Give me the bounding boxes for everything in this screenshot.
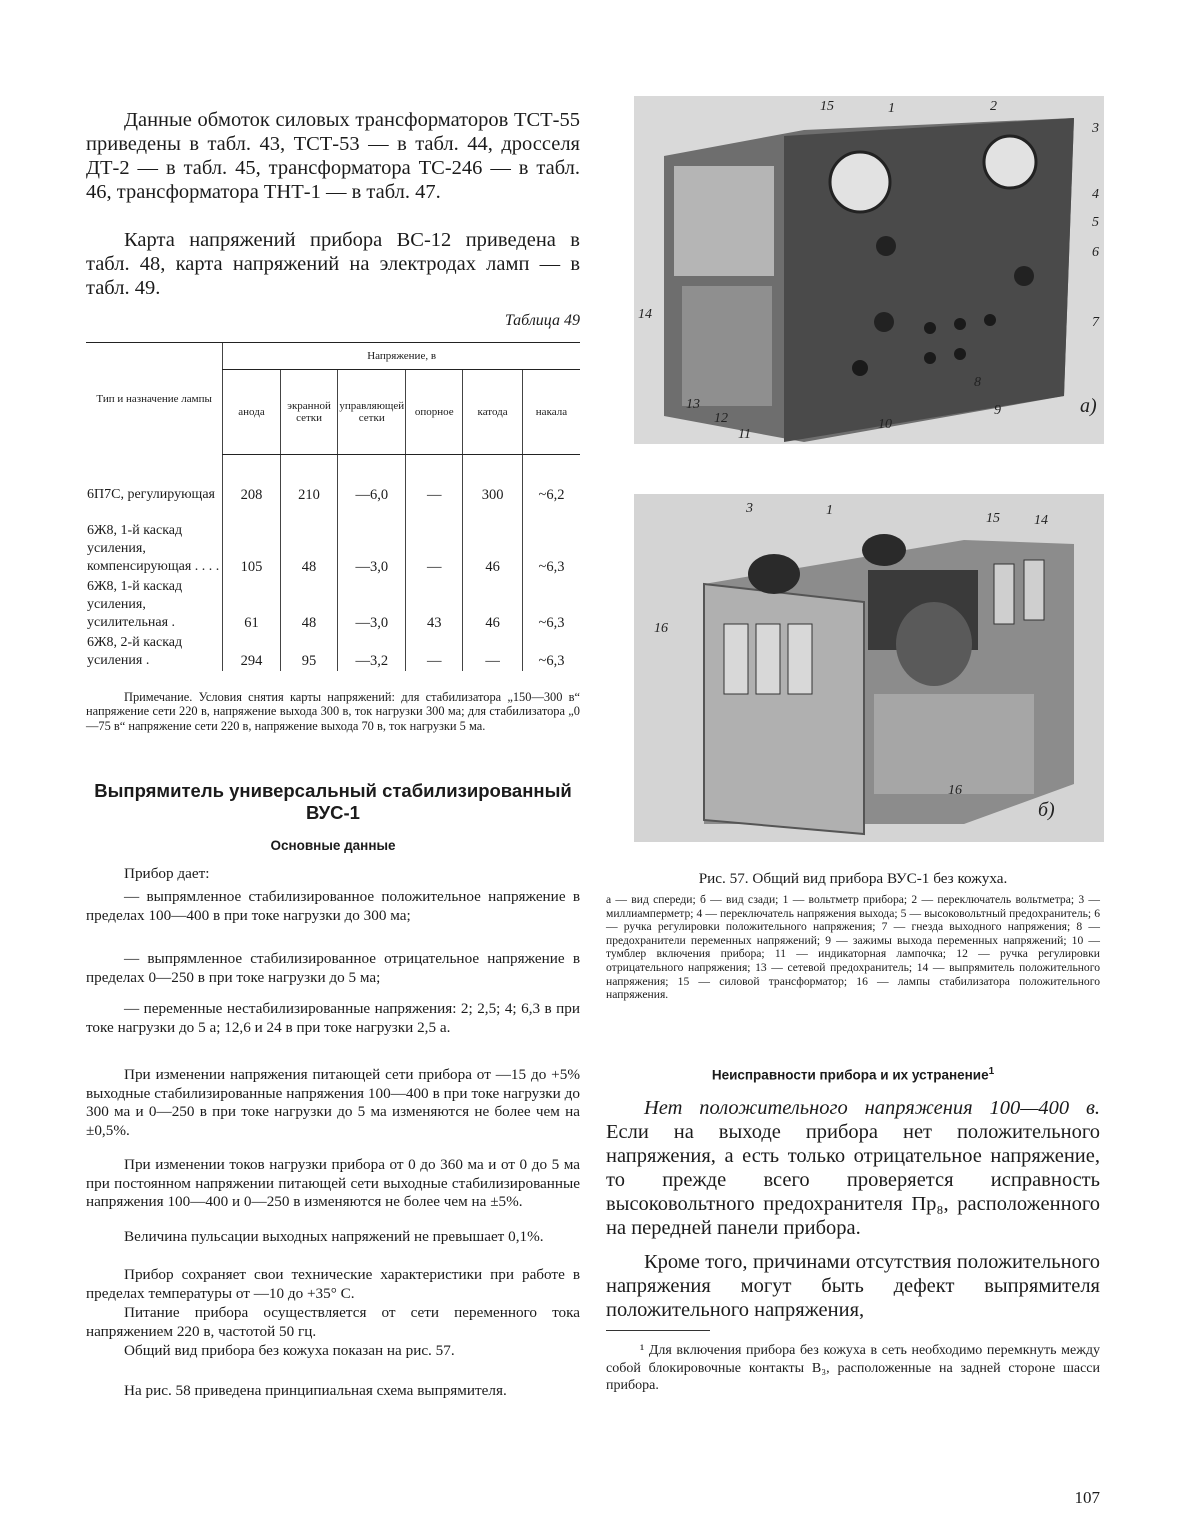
label: 1 — [826, 503, 833, 518]
table-head-type: Тип и назначение лампы — [86, 343, 223, 455]
col-control-grid: управляющей сетки — [338, 370, 406, 455]
list-item: — переменные нестабилизированные напряжения: 2; 2,5; 4; 6,3 в при токе нагрузки до 5 а; 12,6 и 24 в при токе нагрузки 2,5 а. — [86, 1000, 580, 1036]
voltage-table — [86, 342, 580, 671]
label: 14 — [1034, 513, 1048, 528]
label: 3 — [746, 501, 753, 516]
figure-caption-text: а — вид спереди; б — вид сзади; 1 — вольтметр прибора; 2 — переключатель вольтметра; 3 — миллиамперметр; 4 — переключатель напряжения выхода; 5 — высоковольтный предохранитель; 6 — ручка регулировки положительного напряжения; 7 — гнезда выходного напряжения; 8 — предохранители переменных напряжений; 9 — зажимы выхода переменных напряжений; 10 — тумблер включения прибора; 11 — индикаторная лампочка; 12 — ручка регулировки отрицательного напряжения; 13 — сетевой предохранитель; 14 — выпрямитель положительного напряжения; 15 — силовой трансформатор; 16 — лампы стабилизатора положительного напряжения. — [606, 893, 1100, 1002]
faults-heading — [606, 1064, 1100, 1084]
table-row — [86, 455, 580, 505]
cell: 46 — [463, 505, 523, 577]
front-view-drawing — [634, 96, 1104, 444]
cell: — — [406, 633, 463, 671]
col-cathode: катода — [463, 370, 523, 455]
label: 5 — [1092, 215, 1099, 230]
rear-view-drawing — [634, 494, 1104, 842]
label: 2 — [990, 99, 997, 114]
paragraph: Величина пульсации выходных напряжений не превышает 0,1%. — [124, 1228, 544, 1245]
paragraph: Питание прибора осуществляется от сети переменного тока напряжением 220 в, частотой 50 гц. — [86, 1304, 580, 1340]
voltage-map-paragraph: Карта напряжений прибора ВС-12 приведена в табл. 48, карта напряжений на электродах ламп — в табл. 49. — [86, 229, 580, 299]
figure-57b-photo — [634, 494, 1104, 842]
figure-caption-title: Рис. 57. Общий вид прибора ВУС-1 без кожуха. — [698, 870, 1008, 887]
footnote-marker: 1 — [988, 1066, 995, 1077]
fault-title: Нет положительного напряжения 100—400 в. — [644, 1097, 1100, 1119]
label: 7 — [1092, 315, 1099, 330]
cell: — — [406, 505, 463, 577]
cell: ~6,3 — [522, 505, 580, 577]
cell: 208 — [223, 455, 280, 505]
label: 11 — [738, 427, 751, 442]
list-item: — выпрямленное стабилизированное положительное напряжение в пределах 100—400 в при токе нагрузки до 300 ма; — [86, 888, 580, 924]
table-row — [86, 505, 580, 577]
section-heading: Выпрямитель универсальный стабилизированный ВУС-1 — [94, 780, 572, 823]
label: 4 — [1092, 187, 1099, 202]
cell: 294 — [223, 633, 280, 671]
table-head-voltage: Напряжение, в — [223, 343, 580, 370]
label: 14 — [638, 307, 652, 322]
row-name: 6Ж8, 1-й каскад усиления, усилительная . — [87, 578, 183, 630]
cell: —3,0 — [338, 577, 406, 633]
paragraph: При изменении напряжения питающей сети прибора от —15 до +5% выходные стабилизированные напряжения 100—400 в при токе нагрузки до 300 ма и 0—250 в при токе нагрузки до 5 ма изменяются не более чем на ±0,5%. — [86, 1066, 580, 1139]
label: 3 — [1092, 121, 1099, 136]
list-item: — выпрямленное стабилизированное отрицательное напряжение в пределах 0—250 в при токе нагрузки до 5 ма; — [86, 950, 580, 986]
cell: 61 — [223, 577, 280, 633]
cell: 210 — [280, 455, 338, 505]
table-label: Таблица 49 — [504, 312, 580, 329]
footnote: ¹ Для включения прибора без кожуха в сеть необходимо перемкнуть между собой блокировочные контакты В₃, расположенные на задней стороне шасси прибора. — [606, 1343, 1100, 1394]
col-reference: опорное — [406, 370, 463, 455]
label: 1 — [888, 101, 895, 116]
label: 16 — [948, 783, 962, 798]
label: 9 — [994, 403, 1001, 418]
row-name: 6Ж8, 1-й каскад усиления, компенсирующая . . . . — [87, 522, 220, 574]
cell: — — [406, 455, 463, 505]
col-anode: анода — [223, 370, 280, 455]
cell: 95 — [280, 633, 338, 671]
faults-heading-text: Неисправности прибора и их устранение — [711, 1067, 989, 1083]
fault-paragraph — [606, 1096, 1100, 1240]
paragraph: На рис. 58 приведена принципиальная схема выпрямителя. — [124, 1382, 507, 1399]
label: 10 — [878, 417, 892, 432]
label: 8 — [974, 375, 981, 390]
section-subheading: Основные данные — [270, 838, 396, 853]
row-name: 6П7С, регулирующая — [87, 486, 215, 502]
causes-paragraph: Кроме того, причинами отсутствия положительного напряжения могут быть дефект выпрямителя положительного напряжения, — [606, 1251, 1100, 1321]
paragraph: Общий вид прибора без кожуха показан на рис. 57. — [124, 1342, 455, 1359]
label: а) — [1080, 395, 1097, 417]
cell: — — [463, 633, 523, 671]
cell: 43 — [406, 577, 463, 633]
label: 12 — [714, 411, 728, 426]
paragraph: Прибор сохраняет свои технические характеристики при работе в пределах температуры от —10 до +35° С. — [86, 1266, 580, 1302]
gives-line: Прибор дает: — [124, 865, 210, 882]
footnote-rule — [606, 1330, 710, 1331]
transformer-paragraph: Данные обмоток силовых трансформаторов ТСТ-55 приведены в табл. 43, ТСТ-53 — в табл. 44, дросселя ДТ-2 — в табл. 45, трансформатора ТС-246 — в табл. 46, трансформатора ТНТ-1 — в табл. 47. — [86, 109, 580, 203]
cell: —3,2 — [338, 633, 406, 671]
table-note: Примечание. Условия снятия карты напряжений: для стабилизатора „150—300 в“ напряжение сети 220 в, напряжение выхода 300 в, ток нагрузки 300 ма; для стабилизатора „0—75 в“ напряжение сети 220 в, напряжение выхода 70 в, ток нагрузки 5 ма. — [86, 690, 580, 733]
page-number: 107 — [1074, 1488, 1100, 1507]
label: 6 — [1092, 245, 1099, 260]
cell: ~6,3 — [522, 577, 580, 633]
row-name: 6Ж8, 2-й каскад усиления . — [87, 634, 183, 668]
paragraph: При изменении токов нагрузки прибора от 0 до 360 ма и от 0 до 5 ма при постоянном напряжении питающей сети выходные стабилизированные напряжения 100—400 и 0—250 в изменяются не более чем на ±5%. — [86, 1156, 580, 1211]
cell: —6,0 — [338, 455, 406, 505]
cell: 48 — [280, 505, 338, 577]
table-row — [86, 577, 580, 633]
label: 13 — [686, 397, 700, 412]
fault-text: Если на выходе прибора нет положительного напряжения, а есть только отрицательное напряжение, то прежде всего проверяется исправность высоковольтного предохранителя Пр₈, расположенного на передней панели прибора. — [606, 1121, 1100, 1239]
label: 16 — [654, 621, 668, 636]
col-heater: накала — [522, 370, 580, 455]
label: 15 — [820, 99, 834, 114]
cell: ~6,3 — [522, 633, 580, 671]
cell: 300 — [463, 455, 523, 505]
label: б) — [1038, 799, 1055, 821]
col-screen-grid: экранной сетки — [280, 370, 338, 455]
cell: 48 — [280, 577, 338, 633]
table-row — [86, 633, 580, 671]
cell: ~6,2 — [522, 455, 580, 505]
cell: 46 — [463, 577, 523, 633]
cell: 105 — [223, 505, 280, 577]
cell: —3,0 — [338, 505, 406, 577]
label: 15 — [986, 511, 1000, 526]
figure-57a-photo — [634, 96, 1104, 444]
